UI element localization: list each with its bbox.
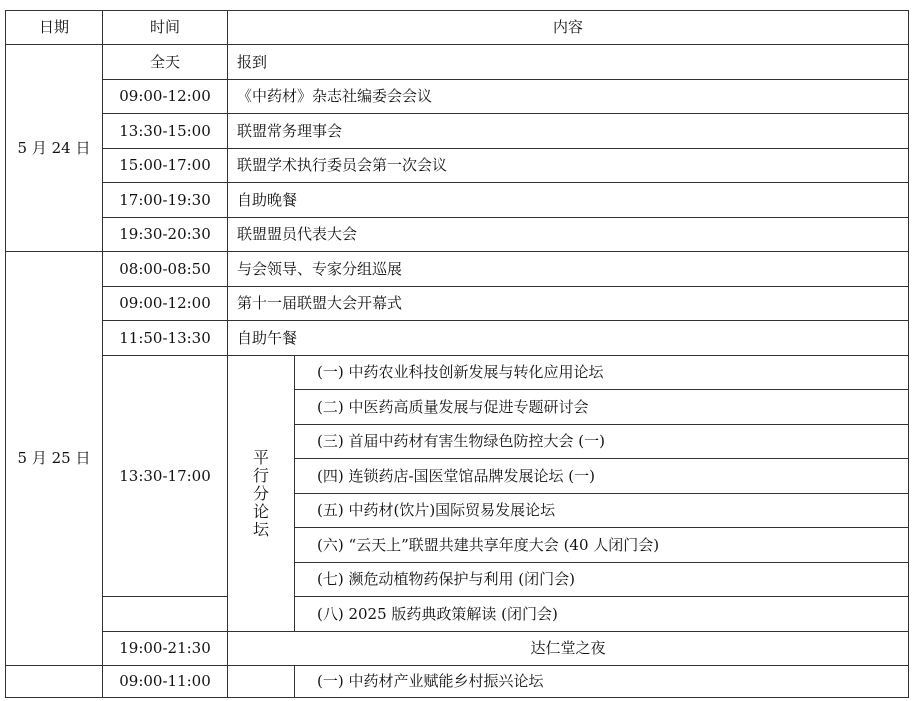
content-cell: 《中药材》杂志社编委会会议 — [237, 87, 433, 105]
forum-item: (二) 中医药高质量发展与促进专题研讨会 — [317, 397, 589, 416]
content-cell: 报到 — [237, 52, 268, 71]
content-cell: 自助晚餐 — [237, 190, 298, 209]
time-cell: 09:00-12:00 — [119, 294, 211, 312]
content-cell: 联盟常务理事会 — [237, 121, 343, 140]
time-cell: 11:50-13:30 — [119, 328, 211, 347]
forum-item: (四) 连锁药店-国医堂馆品牌发展论坛 (一) — [317, 466, 596, 485]
time-cell: 13:30-15:00 — [119, 121, 211, 140]
header-time: 时间 — [149, 18, 180, 36]
schedule-table — [5, 10, 909, 698]
header-content: 内容 — [552, 18, 583, 36]
content-cell: 自助午餐 — [237, 328, 298, 347]
grid-line — [5, 697, 909, 698]
grid-line — [227, 665, 228, 698]
grid-line — [102, 596, 227, 597]
content-cell: 与会领导、专家分组巡展 — [237, 259, 403, 278]
content-cell: 联盟学术执行委员会第一次会议 — [237, 156, 448, 174]
content-cell: 第十一届联盟大会开幕式 — [237, 294, 403, 312]
date-cell-day1: 5 月 24 日 — [17, 138, 91, 157]
time-cell-parallel: 13:30-17:00 — [119, 466, 211, 485]
forum-item: (七) 濒危动植物药保护与利用 (闭门会) — [317, 570, 575, 588]
date-cell-day3 — [6, 666, 102, 697]
parallel-forum-label — [228, 356, 294, 631]
forum-item: (五) 中药材(饮片)国际贸易发展论坛 — [317, 501, 556, 519]
date-cell-day2: 5 月 25 日 — [17, 449, 91, 467]
time-cell: 19:00-21:30 — [119, 639, 211, 657]
content-cell: 联盟盟员代表大会 — [237, 225, 358, 243]
forum-item: (一) 中药材产业赋能乡村振兴论坛 — [317, 672, 544, 690]
label-char: 行 — [252, 465, 269, 485]
forum-item: (六) “云天上”联盟共建共享年度大会 (40 人闭门会) — [317, 535, 660, 554]
time-cell: 全天 — [149, 52, 180, 71]
label-char: 论 — [252, 501, 269, 521]
time-cell: 17:00-19:30 — [119, 190, 211, 209]
forum-item: (八) 2025 版药典政策解读 (闭门会) — [317, 604, 558, 623]
content-cell-evening: 达仁堂之夜 — [530, 639, 606, 657]
time-cell: 08:00-08:50 — [119, 259, 211, 278]
label-char: 分 — [252, 483, 269, 503]
forum-item: (三) 首届中药材有害生物绿色防控大会 (一) — [317, 432, 605, 450]
time-cell: 09:00-11:00 — [119, 672, 211, 690]
label-char: 平 — [252, 447, 269, 467]
header-date: 日期 — [38, 18, 69, 36]
label-char: 坛 — [252, 519, 269, 539]
forum-item: (一) 中药农业科技创新发展与转化应用论坛 — [317, 363, 604, 381]
time-cell: 19:30-20:30 — [119, 225, 211, 243]
time-cell: 09:00-12:00 — [119, 87, 211, 105]
time-cell: 15:00-17:00 — [119, 156, 211, 174]
